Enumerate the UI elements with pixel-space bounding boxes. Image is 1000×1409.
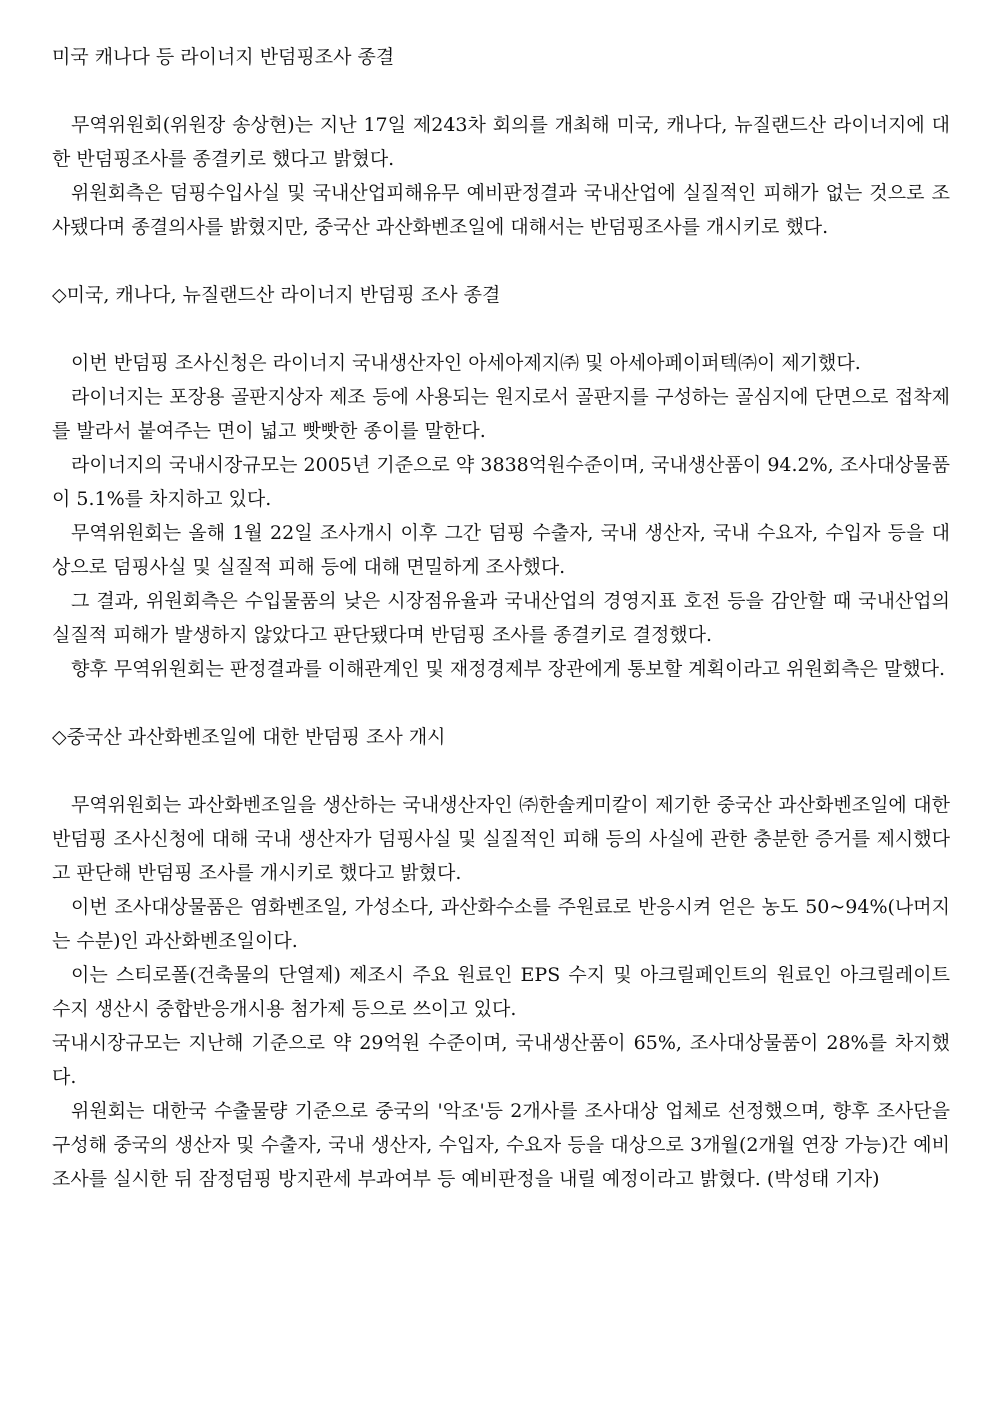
section1-paragraph-6: 향후 무역위원회는 판정결과를 이해관계인 및 재정경제부 장관에게 통보할 계획이라고 위원회측은 말했다. [71,658,946,680]
section1-heading: ◇미국, 캐나다, 뉴질랜드산 라이너지 반덤핑 조사 종결 [52,284,501,306]
article [52,40,950,1196]
intro-paragraph-1: 무역위원회(위원장 송상현)는 지난 17일 제243차 회의를 개최해 미국, 캐나다, 뉴질랜드산 라이너지에 대한 반덤핑조사를 종결키로 했다고 밝혔다. [52,114,950,170]
section2-paragraph-3: 이는 스티로폴(건축물의 단열제) 제조시 주요 원료인 EPS 수지 및 아크릴페인트의 원료인 아크릴레이트 수지 생산시 중합반응개시용 첨가제 등으로 쓰이고 있다. [52,964,950,1020]
section2-paragraph-5: 위원회는 대한국 수출물량 기준으로 중국의 '악조'등 2개사를 조사대상 업체로 선정했으며, 향후 조사단을 구성해 중국의 생산자 및 수출자, 국내 생산자, 수입자, 수요자 등을 대상으로 3개월(2개월 연장 가능)간 예비조사를 실시한 뒤 잠정덤핑 방지관세 부과여부 등 예비판정을 내릴 예정이라고 밝혔다. (박성태 기자) [52,1100,950,1190]
section1-paragraph-2: 라이너지는 포장용 골판지상자 제조 등에 사용되는 원지로서 골판지를 구성하는 골심지에 단면으로 접착제를 발라서 붙여주는 면이 넓고 빳빳한 종이를 말한다. [52,386,950,442]
section2-paragraph-2: 이번 조사대상물품은 염화벤조일, 가성소다, 과산화수소를 주원료로 반응시켜 얻은 농도 50~94%(나머지는 수분)인 과산화벤조일이다. [52,896,950,952]
section1-paragraph-4: 무역위원회는 올해 1월 22일 조사개시 이후 그간 덤핑 수출자, 국내 생산자, 국내 수요자, 수입자 등을 대상으로 덤핑사실 및 실질적 피해 등에 대해 면밀하게 조사했다. [52,522,950,578]
section-gap [52,244,950,278]
section2-paragraph-4: 국내시장규모는 지난해 기준으로 약 29억원 수준이며, 국내생산품이 65%, 조사대상물품이 28%를 차지했다. [52,1032,950,1088]
intro-paragraph-2: 위원회측은 덤핑수입사실 및 국내산업피해유무 예비판정결과 국내산업에 실질적인 피해가 없는 것으로 조사됐다며 종결의사를 밝혔지만, 중국산 과산화벤조일에 대해서는 반덤핑조사를 개시키로 했다. [52,182,950,238]
section1-paragraph-3: 라이너지의 국내시장규모는 2005년 기준으로 약 3838억원수준이며, 국내생산품이 94.2%, 조사대상물품이 5.1%를 차지하고 있다. [52,454,950,510]
article-title: 미국 캐나다 등 라이너지 반덤핑조사 종결 [52,46,395,68]
section2-paragraph-1: 무역위원회는 과산화벤조일을 생산하는 국내생산자인 ㈜한솔케미칼이 제기한 중국산 과산화벤조일에 대한 반덤핑 조사신청에 대해 국내 생산자가 덤핑사실 및 실질적인 피해 등의 사실에 관한 충분한 증거를 제시했다고 판단해 반덤핑 조사를 개시키로 했다고 밝혔다. [52,794,950,884]
section1-paragraph-5: 그 결과, 위원회측은 수입물품의 낮은 시장점유율과 국내산업의 경영지표 호전 등을 감안할 때 국내산업의 실질적 피해가 발생하지 않았다고 판단됐다며 반덤핑 조사를 종결키로 결정했다. [52,590,950,646]
section2-heading: ◇중국산 과산화벤조일에 대한 반덤핑 조사 개시 [52,726,446,748]
section1-paragraph-1: 이번 반덤핑 조사신청은 라이너지 국내생산자인 아세아제지㈜ 및 아세아페이퍼텍㈜이 제기했다. [71,352,861,374]
section-gap [52,686,950,720]
